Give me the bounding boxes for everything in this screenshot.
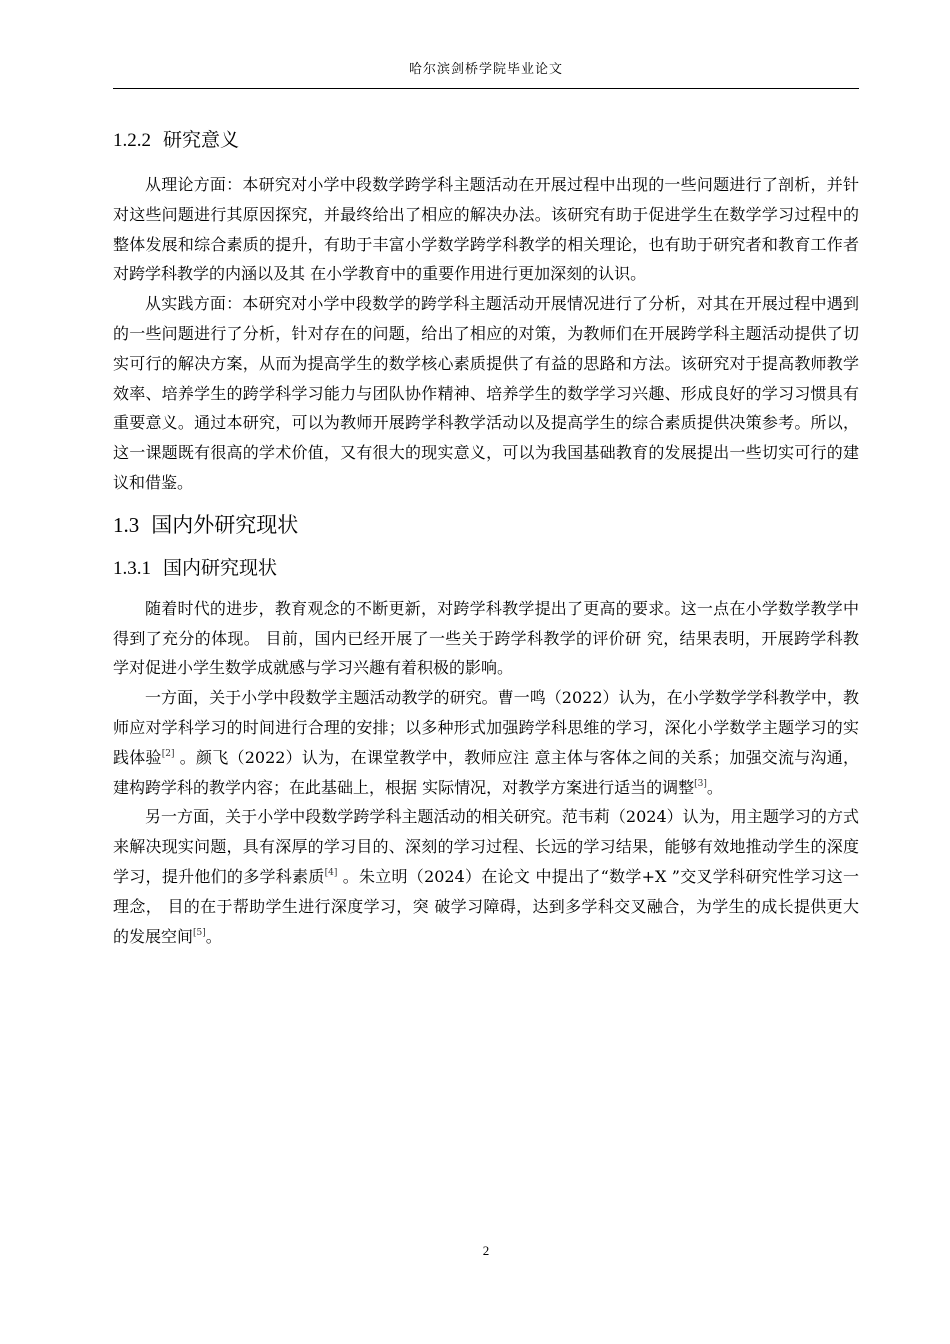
heading-text: 国内研究现状 xyxy=(163,556,278,579)
paragraph-theory: 从理论方面：本研究对小学中段数学跨学科主题活动在开展过程中出现的一些问题进行了剖析，并针对这些问题进行其原因探究，并最终给出了相应的解决办法。该研究有助于促进学生在数学学习过程中的整体发展和综合素质的提升，有助于丰富小学数学跨学科教学的相关理论，也有助于研究者和教育工作者对跨学科教学的内涵以及其 在小学教育中的重要作用进行更加深刻的认识。 xyxy=(113,175,859,284)
citation-3: [3] xyxy=(694,778,707,789)
heading-1-3-1 xyxy=(113,549,859,588)
page-number: 2 xyxy=(482,1243,490,1258)
citation-4: [4] xyxy=(324,867,338,878)
heading-text: 国内外研究现状 xyxy=(151,512,299,537)
heading-1-3 xyxy=(113,505,859,545)
heading-text: 研究意义 xyxy=(163,129,240,151)
heading-number: 1.3 xyxy=(113,512,140,537)
heading-number: 1.3.1 xyxy=(113,557,151,579)
citation-5: [5] xyxy=(193,927,206,938)
paragraph-practice: 从实践方面：本研究对小学中段数学的跨学科主题活动开展情况进行了分析，对其在开展过程中遇到的一些问题进行了分析，针对存在的问题，给出了相应的对策，为教师们在开展跨学科主题活动提供了切实可行的解决方案，从而为提高学生的数学核心素质提供了有益的思路和方法。该研究对于提高教师教学效率、培养学生的跨学科学习能力与团队协作精神、培养学生的数学学习兴趣、形成良好的学习习惯具有重要意义。通过本研究，可以为教师开展跨学科教学活动以及提高学生的综合素质提供决策参考。所以，这一课题既有很高的学术价值，又有很大的现实意义，可以为我国基础教育的发展提出一些切实可行的建议和借鉴。 xyxy=(113,294,859,492)
citation-2: [2] xyxy=(161,748,175,759)
heading-1-2-2 xyxy=(113,121,859,160)
running-header: 哈尔滨剑桥学院毕业论文 xyxy=(408,62,563,77)
page-body xyxy=(113,121,859,951)
paragraph-domestic-second: 另一方面，关于小学中段数学跨学科主题活动的相关研究。范韦莉（2024）认为，用主题学习的方式来解决现实问题，具有深厚的学习目的、深刻的学习过程、长远的学习结果，能够有效地推动学生的深度学习，提升他们的多学科素质[4] 。朱立明（2024）在论文 中提出了“数学+X ”交叉学科研究性学习这一理念， 目的在于帮助学生进行深度学习，突 破学习障碍，达到多学科交叉融合，为学生的成长提供更大的发展空间[5]。 xyxy=(113,807,859,946)
paragraph-domestic-first: 一方面，关于小学中段数学主题活动教学的研究。曹一鸣（2022）认为，在小学数学学科教学中，教师应对学科学习的时间进行合理的安排；以多种形式加强跨学科思维的学习，深化小学数学主题学习的实践体验[2] 。颜飞（2022）认为，在课堂教学中，教师应注 意主体与客体之间的关系；加强交流与沟通，建构跨学科的教学内容；在此基础上，根据 实际情况，对教学方案进行适当的调整[3]。 xyxy=(113,688,859,797)
header-rule xyxy=(113,88,859,89)
paragraph-domestic-intro: 随着时代的进步，教育观念的不断更新，对跨学科教学提出了更高的要求。这一点在小学数学教学中得到了充分的体现。 目前，国内已经开展了一些关于跨学科教学的评价研 究，结果表明，开展跨学科教学对促进小学生数学成就感与学习兴趣有着积极的影响。 xyxy=(113,598,859,678)
heading-number: 1.2.2 xyxy=(113,130,151,151)
